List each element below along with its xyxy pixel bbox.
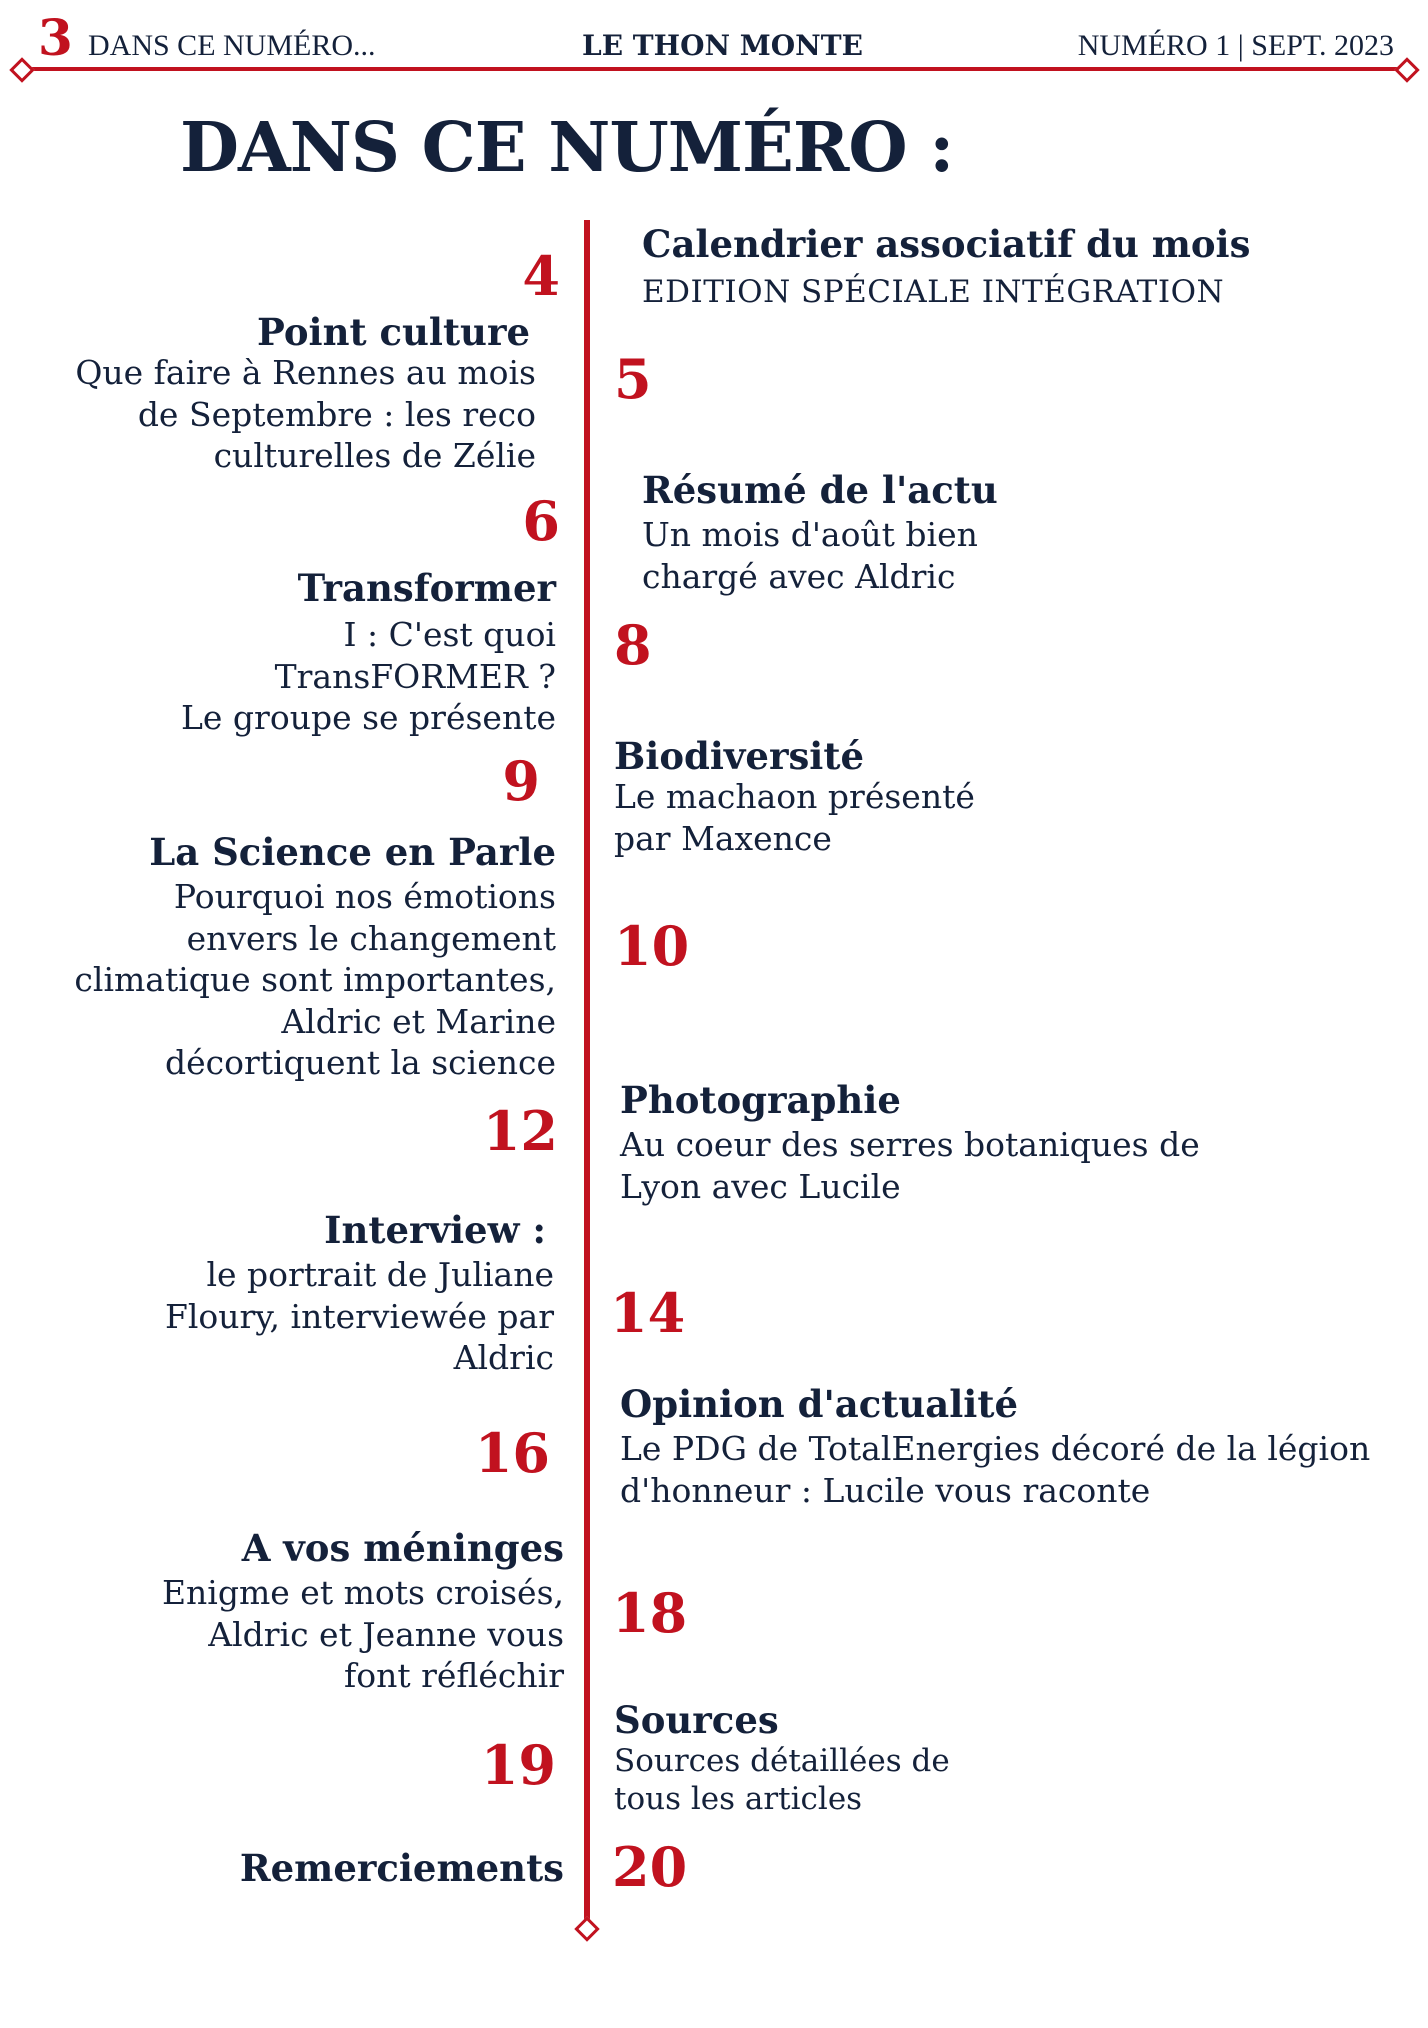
section-label: DANS CE NUMÉRO... (88, 29, 376, 62)
entry-description: EDITION SPÉCIALE INTÉGRATION (642, 274, 1225, 310)
entry-heading[interactable]: Interview : (324, 1208, 546, 1252)
page-number: 3 (38, 8, 73, 67)
entry-heading[interactable]: La Science en Parle (149, 830, 556, 874)
entry-page-number: 5 (614, 347, 652, 411)
entry-heading[interactable]: Point culture (257, 310, 530, 354)
entry-description: Sources détaillées de tous les articles (614, 1743, 950, 1817)
issue-info: NUMÉRO 1 | SEPT. 2023 (1077, 29, 1394, 62)
entry-page-number: 19 (480, 1733, 556, 1797)
entry-description: le portrait de Juliane Floury, interviewée par Aldric (164, 1255, 554, 1377)
publication-name: LE THON MONTE (582, 29, 863, 62)
entry-heading[interactable]: Biodiversité (614, 734, 864, 778)
entry-description: Le PDG de TotalEnergies décoré de la légion d'honneur : Lucile vous raconte (620, 1429, 1371, 1510)
entry-page-number: 9 (502, 749, 540, 813)
entry-description: Le machaon présenté par Maxence (614, 777, 975, 858)
entry-page-number: 8 (614, 613, 652, 677)
entry-heading[interactable]: Sources (614, 1698, 779, 1742)
entry-description: I : C'est quoi TransFORMER ? Le groupe se présente (181, 615, 556, 737)
entry-heading[interactable]: Transformer (297, 566, 556, 610)
entry-heading[interactable]: A vos méninges (241, 1526, 564, 1570)
entry-heading[interactable]: Calendrier associatif du mois (642, 222, 1251, 266)
entry-page-number: 20 (612, 1835, 688, 1899)
entry-page-number: 6 (522, 489, 560, 553)
entry-description: Que faire à Rennes au mois de Septembre : les reco culturelles de Zélie (75, 353, 536, 475)
entry-page-number: 12 (482, 1099, 558, 1163)
rule-end-right-icon (1394, 57, 1419, 82)
entry-page-number: 16 (474, 1421, 550, 1485)
timeline-end-icon (574, 1916, 599, 1941)
entry-description: Au coeur des serres botaniques de Lyon avec Lucile (620, 1125, 1200, 1206)
rule-end-left-icon (9, 57, 34, 82)
entry-heading[interactable]: Remerciements (239, 1846, 564, 1890)
entry-description: Pourquoi nos émotions envers le changement climatique sont importantes, Aldric et Marine décortiquent la science (74, 877, 556, 1082)
entry-description: Un mois d'août bien chargé avec Aldric (642, 515, 978, 596)
timeline-line (584, 220, 590, 1927)
entry-page-number: 4 (522, 244, 560, 308)
entry-description: Enigme et mots croisés, Aldric et Jeanne vous font réfléchir (161, 1573, 564, 1695)
entry-page-number: 10 (614, 914, 690, 978)
entry-page-number: 18 (612, 1581, 688, 1645)
entry-heading[interactable]: Opinion d'actualité (620, 1382, 1018, 1426)
header-rule (20, 67, 1408, 71)
entry-page-number: 14 (610, 1281, 686, 1345)
page-title: DANS CE NUMÉRO : (180, 108, 954, 188)
entry-heading[interactable]: Résumé de l'actu (642, 468, 998, 512)
entry-heading[interactable]: Photographie (620, 1078, 901, 1122)
